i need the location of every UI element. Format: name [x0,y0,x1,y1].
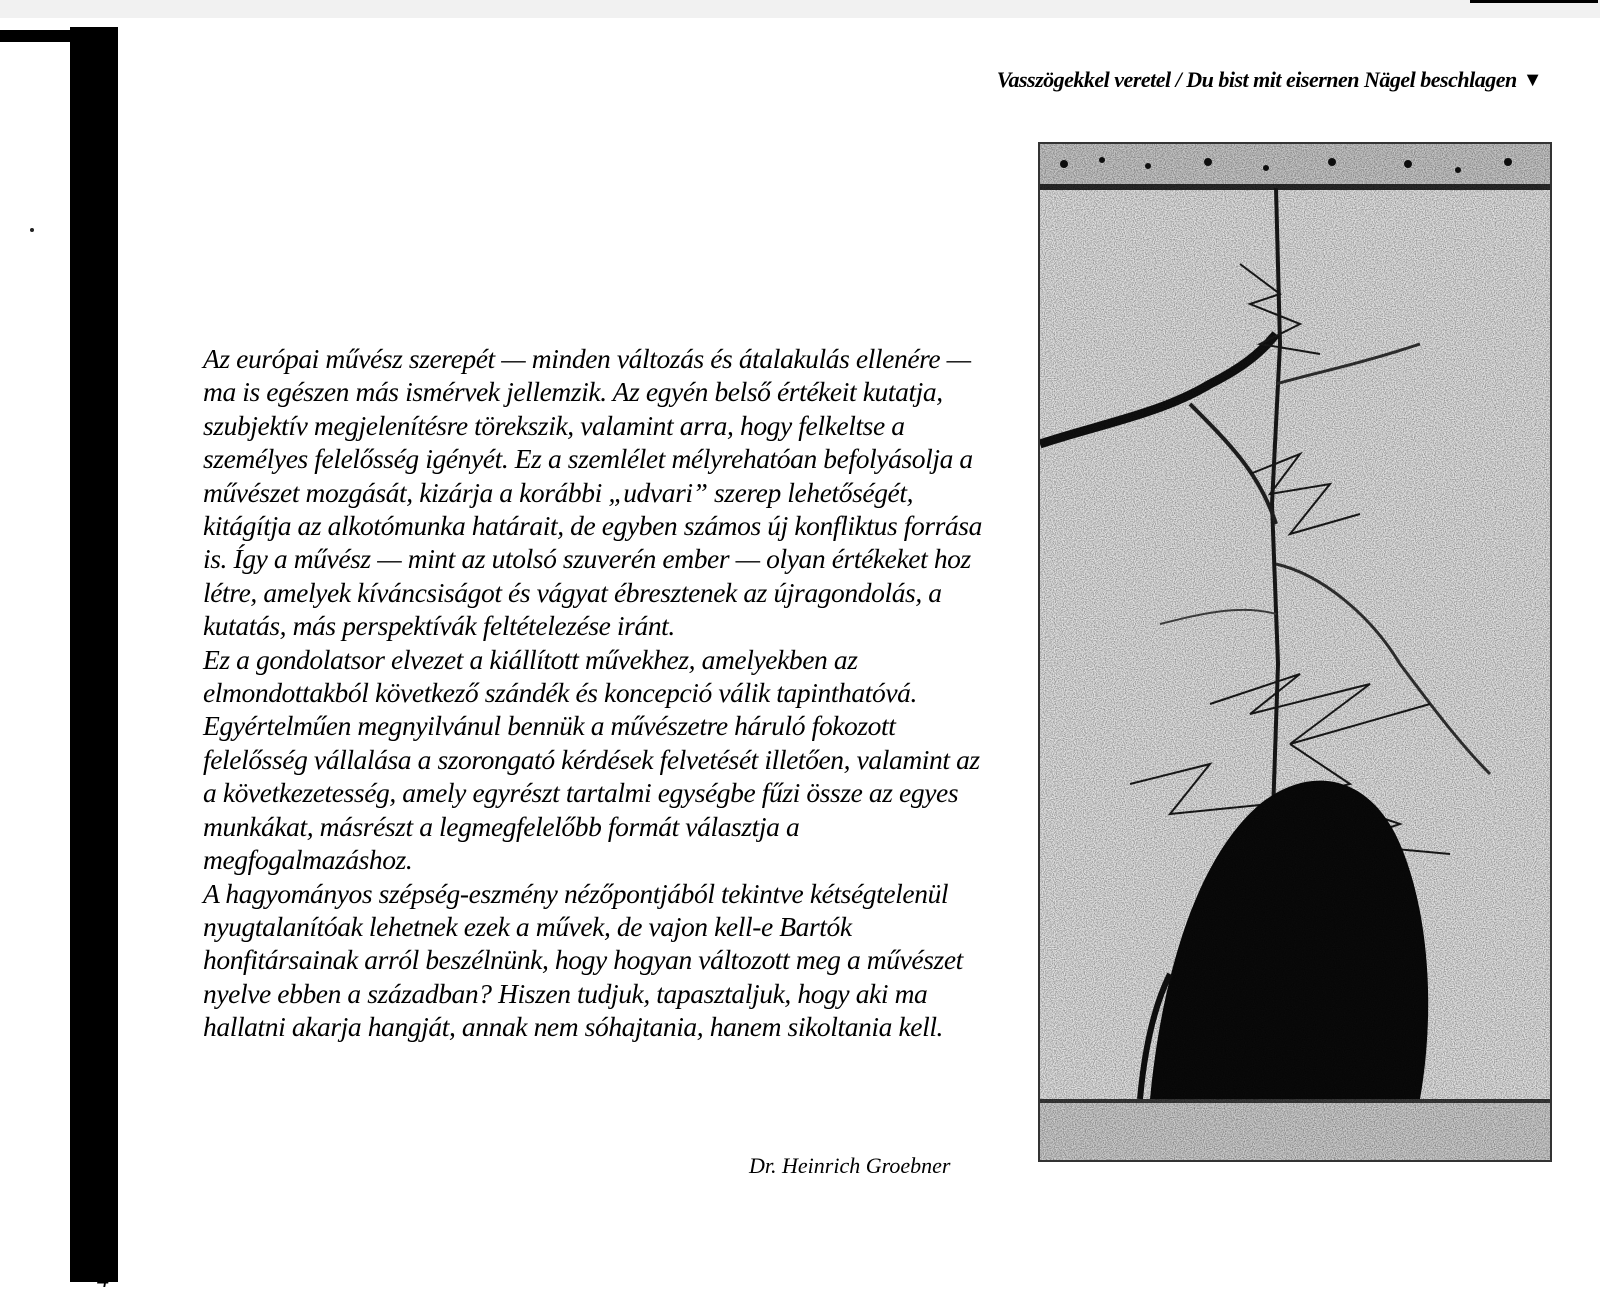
top-rule [1470,0,1598,3]
page-number: 4 [97,1267,109,1293]
artwork-image [1038,142,1552,1162]
essay-text [203,342,993,1044]
essay-paragraph: Az európai művész szerepét — minden változás és átalakulás ellenére — ma is egészen más ismérvek jellemzik. Az egyén belső értékeit kutatja, szubjektív megjelenítésre törekszik, valamint arra, hogy felkeltse a személyes felelősség igényét. Ez a szemlélet mélyrehatóan befolyásolja a művészet mozgását, kizárja a korábbi „udvari” szerep lehetőségét, kitágítja az alkotómunka határait, de egyben számos új konfliktus forrása is. Így a művész — mint az utolsó szuverén ember — olyan értékeket hoz létre, amelyek kíváncsiságot és vágyat ébresztenek az újragondolás, a kutatás, más perspektívák feltételezése iránt. [203,343,982,642]
header-title: Vasszögekkel veretel / Du bist mit eisernen Nägel beschlagen [996,67,1517,92]
author-signature: Dr. Heinrich Groebner [749,1153,951,1178]
essay-paragraph: A hagyományos szépség-eszmény nézőpontjából tekintve kétségtelenül nyugtalanítóak lehetnek ezek a művek, de vajon kell-e Bartók honfitársainak arról beszélnünk, hogy hogyan változott meg a művészet nyelve ebben a században? Hiszen tudjuk, tapasztaljuk, hogy aki ma hallatni akarja hangját, annak nem sóhajtania, hanem sikoltania kell. [203,877,963,1043]
triangle-down-icon: ▼ [1522,69,1542,91]
artwork-drawing [1040,144,1550,1160]
binding-edge [70,27,118,1282]
binding-edge-cap [0,30,94,42]
scan-speck [30,228,34,232]
essay-paragraph: Ez a gondolatsor elvezet a kiállított művekhez, amelyekben az elmondottakból következő szándék és koncepció válik tapinthatóvá. Egyértelműen megnyilvánul bennük a művészetre háruló fokozott felelősség vállalása a szorongató kérdések felvetését illetően, valamint az a következetesség, amely egyrészt tartalmi egységbe fűzi össze az egyes munkákat, másrészt a legmegfelelőbb formát választja a megfogalmazáshoz. [203,643,980,876]
top-margin-shade [0,0,1600,18]
running-header [997,67,1542,93]
